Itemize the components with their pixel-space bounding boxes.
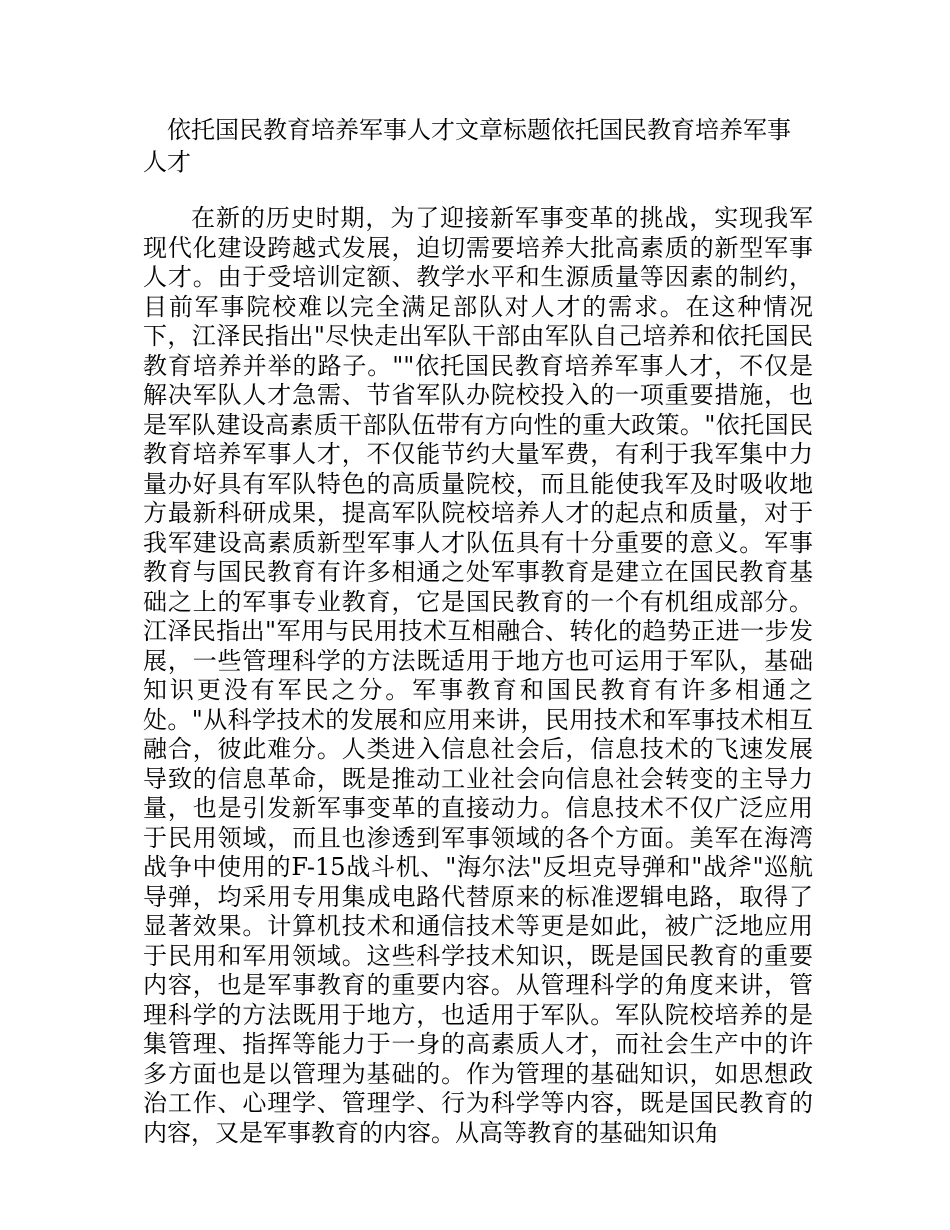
document-title: 依托国民教育培养军事人才文章标题依托国民教育培养军事人才 [143,116,791,176]
document-body-paragraph: 在新的历史时期，为了迎接新军事变革的挑战，实现我军现代化建设跨越式发展，迫切需要培养大批高素质的新型军事人才。由于受培训定额、教学水平和生源质量等因素的制约，目前军事院校难以完全满足部队对人才的需求。在这种情况下，江泽民指出"尽快走出军队干部由军队自己培养和依托国民教育培养并举的路子。""依托国民教育培养军事人才，不仅是解决军队人才急需、节省军队办院校投入的一项重要措施，也是军队建设高素质干部队伍带有方向性的重大政策。"依托国民教育培养军事人才，不仅能节约大量军费，有利于我军集中力量办好具有军队特色的高质量院校，而且能使我军及时吸收地方最新科研成果，提高军队院校培养人才的起点和质量，对于我军建设高素质新型军事人才队伍具有十分重要的意义。军事教育与国民教育有许多相通之处军事教育是建立在国民教育基础之上的军事专业教育，它是国民教育的一个有机组成部分。江泽民指出"军用与民用技术互相融合、转化的趋势正进一步发展，一些管理科学的方法既适用于地方也可运用于军队，基础知识更没有军民之分。军事教育和国民教育有许多相通之处。"从科学技术的发展和应用来讲，民用技术和军事技术相互融合，彼此难分。人类进入信息社会后，信息技术的飞速发展导致的信息革命，既是推动工业社会向信息社会转变的主导力量，也是引发新军事变革的直接动力。信息技术不仅广泛应用于民用领域，而且也渗透到军事领域的各个方面。美军在海湾战争中使用的F-15战斗机、"海尔法"反坦克导弹和"战斧"巡航导弹，均采用专用集成电路代替原来的标准逻辑电路，取得了显著效果。计算机技术和通信技术等更是如此，被广泛地应用于民用和军用领域。这些科学技术知识，既是国民教育的重要内容，也是军事教育的重要内容。从管理科学的角度来讲，管理科学的方法既用于地方，也适用于军队。军队院校培养的是集管理、指挥等能力于一身的高素质人才，而社会生产中的许多方面也是以管理为基础的。作为管理的基础知识，如思想政治工作、心理学、管理学、行为科学等内容，既是国民教育的内容，又是军事教育的内容。从高等教育的基础知识角 [143,204,813,1147]
